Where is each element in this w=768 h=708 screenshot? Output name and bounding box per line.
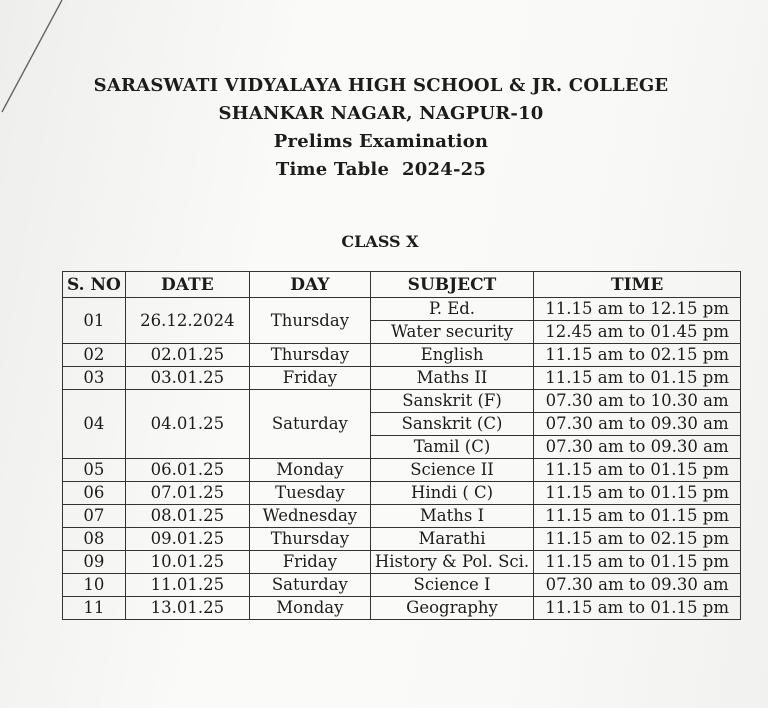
- cell-subject: P. Ed.: [370, 298, 533, 321]
- cell-day: Saturday: [249, 390, 370, 459]
- cell-subject: Marathi: [370, 528, 533, 551]
- cell-time: 11.15 am to 01.15 pm: [534, 367, 741, 390]
- cell-day: Wednesday: [249, 505, 370, 528]
- cell-sno: 02: [63, 344, 126, 367]
- cell-time: 11.15 am to 12.15 pm: [534, 298, 741, 321]
- cell-sno: 05: [63, 459, 126, 482]
- cell-time: 11.15 am to 01.15 pm: [534, 505, 741, 528]
- cell-date: 13.01.25: [125, 597, 249, 620]
- cell-sno: 08: [63, 528, 126, 551]
- cell-time: 11.15 am to 01.15 pm: [534, 459, 741, 482]
- cell-day: Monday: [249, 459, 370, 482]
- document-header: [0, 72, 768, 184]
- cell-time: 11.15 am to 01.15 pm: [534, 482, 741, 505]
- cell-day: Friday: [249, 551, 370, 574]
- cell-sno: 04: [63, 390, 126, 459]
- cell-subject: Tamil (C): [370, 436, 533, 459]
- cell-time: 07.30 am to 10.30 am: [534, 390, 741, 413]
- cell-time: 11.15 am to 01.15 pm: [534, 597, 741, 620]
- cell-date: 08.01.25: [125, 505, 249, 528]
- table-header-row: [63, 272, 741, 298]
- cell-sno: 03: [63, 367, 126, 390]
- table-row: [63, 505, 741, 528]
- cell-day: Thursday: [249, 528, 370, 551]
- school-address: SHANKAR NAGAR, NAGPUR-10: [218, 103, 544, 124]
- cell-subject: English: [370, 344, 533, 367]
- col-header-subject: SUBJECT: [370, 272, 533, 298]
- timetable-title: Time Table 2024-25: [275, 159, 487, 180]
- cell-time: 12.45 am to 01.45 pm: [534, 321, 741, 344]
- cell-sno: 07: [63, 505, 126, 528]
- cell-subject: Sanskrit (F): [370, 390, 533, 413]
- cell-date: 11.01.25: [125, 574, 249, 597]
- cell-subject: Water security: [370, 321, 533, 344]
- cell-time: 11.15 am to 02.15 pm: [534, 344, 741, 367]
- cell-time: 07.30 am to 09.30 am: [534, 413, 741, 436]
- cell-date: 02.01.25: [125, 344, 249, 367]
- table-body: [63, 298, 741, 620]
- cell-date: 26.12.2024: [125, 298, 249, 344]
- table-row: [63, 597, 741, 620]
- cell-subject: Maths II: [370, 367, 533, 390]
- cell-day: Tuesday: [249, 482, 370, 505]
- cell-subject: Hindi ( C): [370, 482, 533, 505]
- cell-subject: Sanskrit (C): [370, 413, 533, 436]
- table-row: [63, 344, 741, 367]
- class-title: CLASS X: [341, 232, 419, 251]
- exam-timetable: [62, 271, 741, 620]
- cell-date: 06.01.25: [125, 459, 249, 482]
- cell-time: 07.30 am to 09.30 am: [534, 436, 741, 459]
- school-name: SARASWATI VIDYALAYA HIGH SCHOOL & JR. COLLEGE: [93, 75, 669, 96]
- cell-time: 11.15 am to 01.15 pm: [534, 551, 741, 574]
- cell-date: 07.01.25: [125, 482, 249, 505]
- col-header-date: DATE: [125, 272, 249, 298]
- table-row: [63, 367, 741, 390]
- cell-subject: Science II: [370, 459, 533, 482]
- col-header-sno: S. NO: [63, 272, 126, 298]
- cell-time: 07.30 am to 09.30 am: [534, 574, 741, 597]
- table-row: [63, 551, 741, 574]
- cell-subject: Science I: [370, 574, 533, 597]
- cell-date: 03.01.25: [125, 367, 249, 390]
- cell-date: 10.01.25: [125, 551, 249, 574]
- col-header-day: DAY: [249, 272, 370, 298]
- table-row: [63, 459, 741, 482]
- cell-day: Monday: [249, 597, 370, 620]
- cell-day: Saturday: [249, 574, 370, 597]
- table-row: [63, 528, 741, 551]
- cell-day: Friday: [249, 367, 370, 390]
- cell-sno: 01: [63, 298, 126, 344]
- cell-sno: 11: [63, 597, 126, 620]
- cell-sno: 10: [63, 574, 126, 597]
- cell-subject: Geography: [370, 597, 533, 620]
- cell-date: 04.01.25: [125, 390, 249, 459]
- cell-subject: Maths I: [370, 505, 533, 528]
- col-header-time: TIME: [534, 272, 741, 298]
- cell-day: Thursday: [249, 298, 370, 344]
- cell-day: Thursday: [249, 344, 370, 367]
- cell-time: 11.15 am to 02.15 pm: [534, 528, 741, 551]
- cell-sno: 09: [63, 551, 126, 574]
- table-row: [63, 482, 741, 505]
- table-row: [63, 298, 741, 321]
- table-row: [63, 390, 741, 413]
- table-row: [63, 574, 741, 597]
- cell-date: 09.01.25: [125, 528, 249, 551]
- cell-sno: 06: [63, 482, 126, 505]
- exam-title: Prelims Examination: [273, 131, 489, 152]
- cell-subject: History & Pol. Sci.: [370, 551, 533, 574]
